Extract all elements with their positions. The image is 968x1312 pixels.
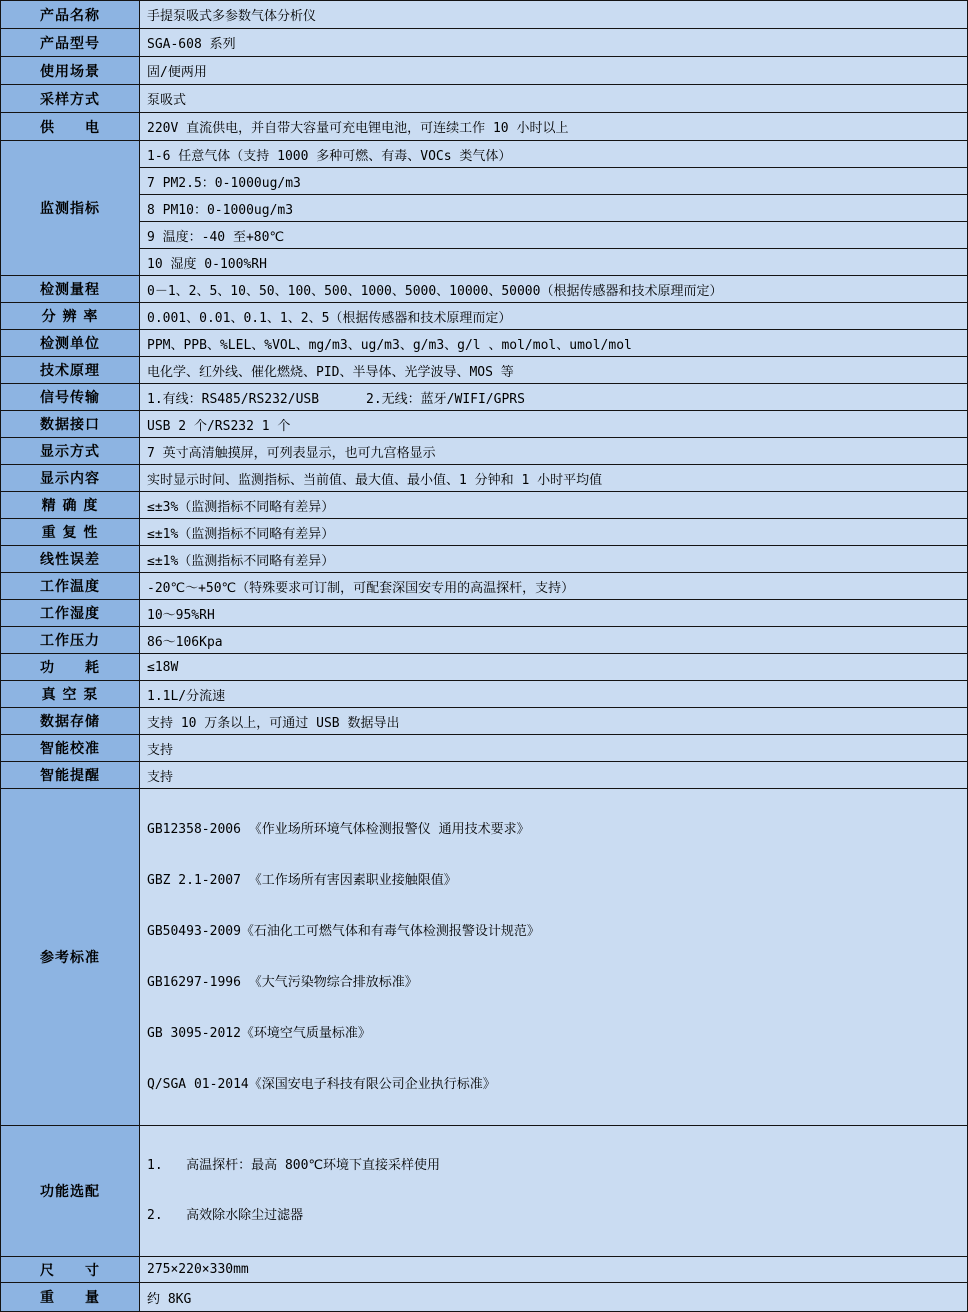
spec-value-working-humidity: 10～95%RH [140,600,968,627]
spec-label-optional-features: 功能选配 [1,1126,140,1257]
spec-value-optional-features [140,1126,968,1257]
spec-label-weight: 重 量 [1,1283,140,1312]
spec-value-data-storage: 支持 10 万条以上，可通过 USB 数据导出 [140,708,968,735]
reference-standard-line: GB 3095-2012《环境空气质量标准》 [147,1026,371,1041]
spec-value-linearity-error: ≤±1%（监测指标不同略有差异） [140,546,968,573]
spec-value-sampling-method: 泵吸式 [140,85,968,113]
spec-value-reference-standards [140,789,968,1126]
spec-value-product-name: 手提泵吸式多参数气体分析仪 [140,1,968,29]
reference-standard-line: GBZ 2.1-2007 《工作场所有害因素职业接触限值》 [147,873,457,888]
spec-label-monitoring-indicators: 监测指标 [1,141,140,276]
spec-label-smart-reminder: 智能提醒 [1,762,140,789]
spec-label-reference-standards: 参考标准 [1,789,140,1126]
spec-value-working-pressure: 86～106Kpa [140,627,968,654]
spec-value-technical-principle: 电化学、红外线、催化燃烧、PID、半导体、光学波导、MOS 等 [140,357,968,384]
spec-value-usage-scene: 固/便两用 [140,57,968,85]
spec-label-working-pressure: 工作压力 [1,627,140,654]
spec-label-data-interface: 数据接口 [1,411,140,438]
spec-label-working-temperature: 工作温度 [1,573,140,600]
spec-label-working-humidity: 工作湿度 [1,600,140,627]
spec-value-working-temperature: -20℃～+50℃（特殊要求可订制，可配套深国安专用的高温探杆，支持） [140,573,968,600]
spec-label-vacuum-pump: 真 空 泵 [1,681,140,708]
spec-value-detection-range: 0－1、2、5、10、50、100、500、1000、5000、10000、50000（根据传感器和技术原理而定） [140,276,968,303]
reference-standard-line: GB12358-2006 《作业场所环境气体检测报警仪 通用技术要求》 [147,822,530,837]
spec-value-accuracy: ≤±3%（监测指标不同略有差异） [140,492,968,519]
spec-label-model: 产品型号 [1,29,140,57]
spec-value-monitoring-indicator-5: 10 湿度 0-100%RH [140,249,968,276]
spec-value-display-content: 实时显示时间、监测指标、当前值、最大值、最小值、1 分钟和 1 小时平均值 [140,465,968,492]
spec-label-accuracy: 精 确 度 [1,492,140,519]
spec-label-smart-calibration: 智能校准 [1,735,140,762]
spec-value-dimensions: 275×220×330mm [140,1257,968,1283]
spec-label-data-storage: 数据存储 [1,708,140,735]
spec-value-smart-reminder: 支持 [140,762,968,789]
spec-label-resolution: 分 辨 率 [1,303,140,330]
spec-value-data-interface: USB 2 个/RS232 1 个 [140,411,968,438]
spec-value-signal-transmission: 1.有线：RS485/RS232/USB 2.无线：蓝牙/WIFI/GPRS [140,384,968,411]
spec-value-monitoring-indicator-2: 7 PM2.5：0-1000ug/m3 [140,168,968,195]
reference-standard-line: GB50493-2009《石油化工可燃气体和有毒气体检测报警设计规范》 [147,924,540,939]
spec-value-display-mode: 7 英寸高清触摸屏，可列表显示，也可九宫格显示 [140,438,968,465]
spec-label-display-mode: 显示方式 [1,438,140,465]
spec-label-linearity-error: 线性误差 [1,546,140,573]
spec-label-detection-range: 检测量程 [1,276,140,303]
spec-label-usage-scene: 使用场景 [1,57,140,85]
spec-value-detection-unit: PPM、PPB、%LEL、%VOL、mg/m3、ug/m3、g/m3、g/l 、mol/mol、umol/mol [140,330,968,357]
spec-label-sampling-method: 采样方式 [1,85,140,113]
spec-value-monitoring-indicator-1: 1-6 任意气体（支持 1000 多种可燃、有毒、VOCs 类气体） [140,141,968,168]
optional-feature-line: 1. 高温探杆：最高 800℃环境下直接采样使用 [147,1158,441,1173]
spec-value-resolution: 0.001、0.01、0.1、1、2、5（根据传感器和技术原理而定） [140,303,968,330]
optional-feature-line: 2. 高效除水除尘过滤器 [147,1208,304,1223]
spec-label-display-content: 显示内容 [1,465,140,492]
spec-value-model: SGA-608 系列 [140,29,968,57]
spec-label-dimensions: 尺 寸 [1,1257,140,1283]
spec-value-power-supply: 220V 直流供电，并自带大容量可充电锂电池，可连续工作 10 小时以上 [140,113,968,141]
spec-label-detection-unit: 检测单位 [1,330,140,357]
spec-value-smart-calibration: 支持 [140,735,968,762]
reference-standard-line: GB16297-1996 《大气污染物综合排放标准》 [147,975,418,990]
spec-value-repeatability: ≤±1%（监测指标不同略有差异） [140,519,968,546]
spec-label-product-name: 产品名称 [1,1,140,29]
spec-label-power-consumption: 功 耗 [1,654,140,681]
spec-value-monitoring-indicator-4: 9 温度：-40 至+80℃ [140,222,968,249]
spec-value-weight: 约 8KG [140,1283,968,1312]
spec-value-power-consumption: ≤18W [140,654,968,681]
reference-standard-line: Q/SGA 01-2014《深国安电子科技有限公司企业执行标准》 [147,1077,496,1092]
spec-label-signal-transmission: 信号传输 [1,384,140,411]
spec-label-technical-principle: 技术原理 [1,357,140,384]
spec-label-repeatability: 重 复 性 [1,519,140,546]
spec-value-vacuum-pump: 1.1L/分流速 [140,681,968,708]
spec-label-power-supply: 供 电 [1,113,140,141]
spec-value-monitoring-indicator-3: 8 PM10：0-1000ug/m3 [140,195,968,222]
